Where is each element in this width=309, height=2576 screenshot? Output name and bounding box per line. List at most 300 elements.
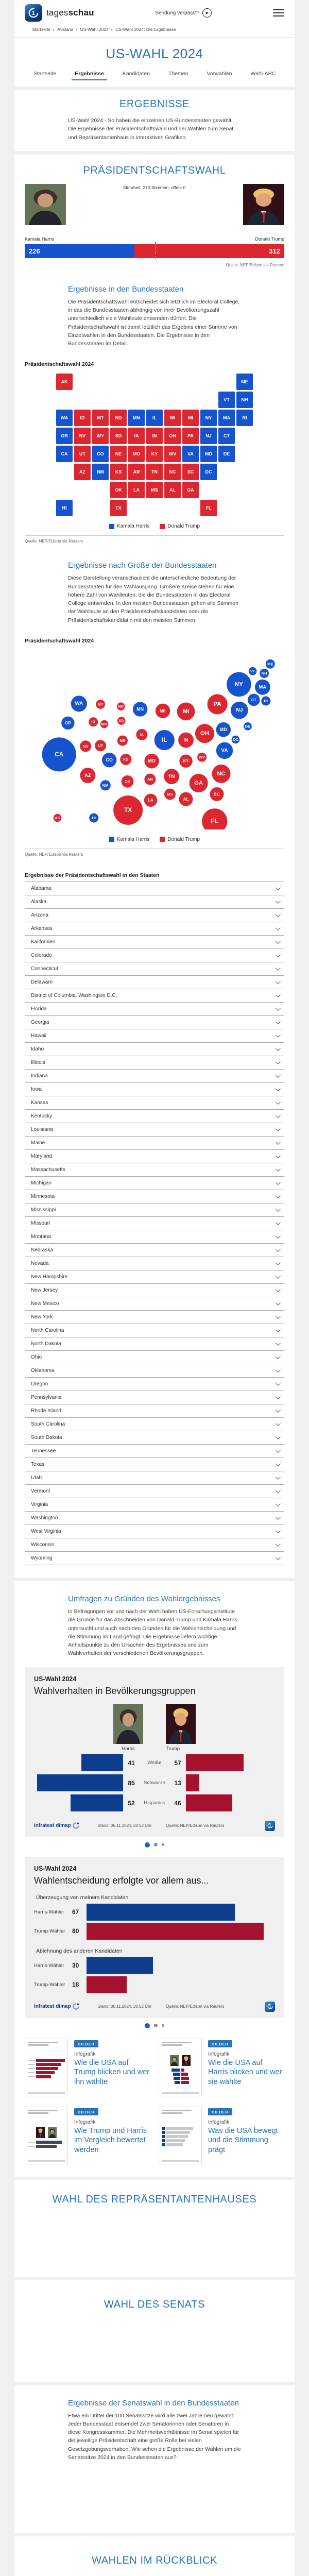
svg-text:AZ: AZ [84, 773, 91, 778]
state-tile-ME[interactable]: ME [236, 374, 253, 390]
state-tile-WI[interactable]: WI [164, 410, 181, 426]
state-name: Arkansas [31, 925, 53, 931]
state-accordion-row[interactable] [25, 949, 284, 962]
group-label: Weiße [147, 1760, 162, 1766]
state-accordion-row[interactable] [25, 1016, 284, 1029]
chart2-kicker: US-Wahl 2024 [34, 1865, 77, 1872]
state-name: Alaska [31, 899, 47, 905]
state-name: Rhode Island [31, 1408, 61, 1414]
svg-text:AK: AK [55, 815, 60, 820]
dimap-spinner-icon [73, 1822, 79, 1829]
state-tile-DE[interactable]: DE [218, 446, 235, 462]
state-bubble-KS[interactable] [120, 754, 131, 765]
state-accordion-row[interactable] [25, 1364, 284, 1378]
state-tile-MT[interactable]: MT [92, 410, 109, 426]
state-tile-TN[interactable]: TN [146, 464, 163, 480]
breadcrumb [14, 25, 295, 38]
state-bubble-OR[interactable] [61, 717, 74, 730]
carousel-dot-active[interactable] [145, 2023, 150, 2028]
state-bubble-DE[interactable] [244, 722, 252, 731]
breadcrumb-item[interactable]: Ausland [57, 27, 74, 32]
state-tile-GA[interactable]: GA [182, 482, 199, 498]
state-name: New Hampshire [31, 1274, 68, 1280]
bubble-legend [25, 837, 284, 842]
senate-embed-placeholder [25, 2311, 284, 2371]
teaser-card[interactable] [25, 2039, 150, 2096]
header-card [14, 0, 295, 87]
intro-title: ERGEBNISSE [119, 98, 190, 110]
state-name: Arizona [31, 912, 48, 918]
state-bubble-AK[interactable] [54, 814, 62, 822]
trump-name: Donald Trump [255, 236, 284, 242]
harris-photo [25, 184, 66, 225]
state-accordion-row[interactable] [25, 1110, 284, 1123]
state-accordion-row[interactable] [25, 909, 284, 922]
chevron-down-icon [276, 1287, 281, 1292]
teaser-title[interactable]: Wie Trump und Harris im Vergleich bewertet werden [74, 2126, 147, 2155]
state-tile-MD[interactable]: MD [200, 446, 217, 462]
svg-text:CA: CA [55, 751, 64, 758]
state-accordion-row[interactable] [25, 1270, 284, 1284]
state-tile-AR[interactable]: AR [128, 464, 145, 480]
chevron-down-icon [276, 1006, 281, 1011]
state-tile-DC[interactable]: DC [200, 464, 217, 480]
state-tile-CO[interactable]: CO [92, 446, 109, 462]
svg-text:HI: HI [92, 815, 96, 820]
state-name: Louisiana [31, 1126, 53, 1132]
legend-item [160, 837, 200, 842]
state-bubble-OH[interactable] [195, 724, 214, 743]
state-bubble-SC[interactable] [210, 787, 224, 801]
tab-startseite[interactable]: Startseite [30, 70, 59, 80]
chevron-down-icon [276, 1541, 281, 1547]
state-tile-NJ[interactable]: NJ [200, 428, 217, 444]
state-accordion-row[interactable] [25, 1458, 284, 1471]
harris-bar-zone [34, 1774, 123, 1791]
demographic-row [34, 1774, 275, 1792]
state-accordion-row[interactable] [25, 1244, 284, 1257]
legend-swatch [109, 837, 114, 842]
state-accordion-row[interactable] [25, 1512, 284, 1525]
sendung-verpasst-link[interactable] [155, 8, 212, 18]
president-title: PRÄSIDENTSCHAFTSWAHL [83, 164, 226, 176]
state-tile-WA[interactable]: WA [56, 410, 73, 426]
carousel-dot[interactable] [154, 2024, 158, 2027]
state-bubble-AR[interactable] [144, 774, 156, 785]
state-tile-CA[interactable]: CA [56, 446, 73, 462]
state-bubble-MS[interactable] [164, 788, 176, 800]
state-tile-IL[interactable]: IL [146, 410, 163, 426]
harris-short-label: Harris [122, 1745, 135, 1752]
president-card [14, 155, 295, 1578]
svg-text:GA: GA [194, 780, 203, 787]
state-accordion-row[interactable] [25, 1498, 284, 1512]
state-accordion-row[interactable] [25, 1445, 284, 1458]
state-bubble-MO[interactable] [144, 754, 159, 768]
motive-row [34, 1957, 275, 1974]
state-tile-SD[interactable]: SD [110, 428, 127, 444]
state-accordion-row[interactable] [25, 1056, 284, 1070]
svg-text:NJ: NJ [236, 707, 243, 714]
state-tile-TX[interactable]: TX [110, 500, 127, 516]
state-tile-NE[interactable]: NE [110, 446, 127, 462]
state-accordion-row[interactable] [25, 1150, 284, 1163]
state-accordion-row[interactable] [25, 1324, 284, 1337]
chevron-down-icon [276, 925, 281, 930]
teaser-title[interactable]: Was die USA bewegt und die Stimmung prägt [208, 2126, 278, 2155]
tab-ergebnisse[interactable]: Ergebnisse [72, 70, 107, 80]
state-tile-PA[interactable]: PA [182, 428, 199, 444]
state-bubble-KY[interactable] [179, 754, 192, 767]
chart2-title: Wahlentscheidung erfolgte vor allem aus... [34, 1875, 209, 1886]
state-name: Hawaii [31, 1032, 47, 1039]
chevron-down-icon [276, 1260, 281, 1265]
state-accordion-row[interactable] [25, 1297, 284, 1311]
state-bubble-WA[interactable] [71, 696, 87, 711]
teaser-card[interactable] [159, 2039, 284, 2096]
svg-text:OR: OR [64, 720, 71, 725]
state-tile-NY[interactable]: NY [200, 410, 217, 426]
state-accordion-row[interactable] [25, 882, 284, 895]
state-name: Kentucky [31, 1113, 53, 1119]
state-bubble-NC[interactable] [212, 765, 231, 783]
teaser-badge: BILDER [74, 2108, 98, 2115]
state-bubble-AL[interactable] [179, 792, 193, 806]
teaser-thumbnail [25, 2107, 68, 2164]
state-tile-FL[interactable]: FL [200, 500, 217, 516]
state-bubble-ME[interactable] [266, 659, 275, 669]
legend-item [160, 523, 200, 529]
state-bubble-VT[interactable] [249, 667, 257, 675]
state-accordion-row[interactable] [25, 1070, 284, 1083]
state-bubble-WI[interactable] [156, 704, 170, 718]
trump-bar [186, 1754, 244, 1771]
teaser-card[interactable] [25, 2107, 150, 2164]
harris-bar [71, 1794, 123, 1811]
chevron-down-icon [276, 1113, 281, 1118]
state-tile-AZ[interactable]: AZ [74, 464, 91, 480]
state-name: Maryland [31, 1153, 53, 1159]
state-name: Alabama [31, 885, 52, 891]
chart1-source: Quelle: NEP/Edison via Reuters [166, 1823, 225, 1828]
state-tile-WV[interactable]: WV [164, 446, 181, 462]
state-bubble-IN[interactable] [178, 733, 194, 748]
state-bubble-WV[interactable] [197, 753, 207, 762]
state-accordion-row[interactable] [25, 976, 284, 989]
state-tile-OH[interactable]: OH [164, 428, 181, 444]
harris-name: Kamala Harris [25, 236, 55, 242]
state-bubble-VA[interactable] [216, 742, 233, 759]
state-accordion-row[interactable] [25, 1190, 284, 1204]
state-bubble-DC[interactable] [232, 736, 240, 744]
state-bubble-NJ[interactable] [231, 702, 248, 719]
hamburger-menu-icon[interactable] [273, 9, 284, 17]
tagesschau-logo[interactable] [25, 4, 94, 22]
harris-bar [37, 1774, 123, 1791]
state-tile-ID[interactable]: ID [74, 410, 91, 426]
harris-value: 85 [128, 1779, 135, 1787]
state-accordion-row[interactable] [25, 1083, 284, 1096]
teaser-category: Infografik [208, 2051, 230, 2057]
state-accordion-row[interactable] [25, 1418, 284, 1431]
polls-heading: Umfragen zu Gründen des Wahlergebnisses [68, 1594, 220, 1603]
state-accordion-row[interactable] [25, 989, 284, 1003]
state-bubble-TN[interactable] [164, 769, 179, 784]
carousel-dot[interactable] [162, 2024, 164, 2027]
state-accordion-row[interactable] [25, 1163, 284, 1177]
state-name: Pennsylvania [31, 1394, 62, 1400]
svg-text:UT: UT [98, 743, 104, 748]
carousel-dot-active[interactable] [145, 1842, 150, 1848]
state-accordion-row[interactable] [25, 1137, 284, 1150]
state-name: Nebraska [31, 1247, 53, 1253]
chevron-down-icon [276, 1515, 281, 1520]
state-accordion-row[interactable] [25, 1485, 284, 1498]
svg-text:MT: MT [97, 702, 104, 707]
state-accordion-row[interactable] [25, 1217, 284, 1230]
state-tile-IN[interactable]: IN [146, 428, 163, 444]
state-tile-MA[interactable]: MA [218, 410, 235, 426]
state-tile-NC[interactable]: NC [164, 464, 181, 480]
chevron-down-icon [276, 1448, 281, 1453]
breadcrumb-item[interactable]: US-Wahl 2024 [80, 27, 109, 32]
legend-item [109, 837, 149, 842]
review-title: WAHLEN IM RÜCKBLICK [91, 2555, 218, 2567]
svg-text:NE: NE [119, 738, 126, 743]
tab-themen[interactable]: Themen [165, 70, 192, 80]
state-name: District of Columbia, Washington D.C. [31, 992, 117, 998]
state-accordion-row[interactable] [25, 1552, 284, 1565]
state-accordion-row[interactable] [25, 1003, 284, 1016]
source-note: Quelle: NEP/Edison via Reuters [226, 262, 284, 267]
state-bubble-MD[interactable] [216, 722, 231, 737]
chevron-down-icon [276, 1153, 281, 1158]
senate-results-heading: Ergebnisse der Senatswahl in den Bundesstaaten [68, 2398, 239, 2408]
state-bubble-MI[interactable] [177, 702, 195, 720]
state-name: Michigan [31, 1180, 52, 1186]
chevron-down-icon [276, 992, 281, 997]
harris-value: 41 [128, 1759, 135, 1767]
chevron-down-icon [276, 1233, 281, 1239]
state-tile-IA[interactable]: IA [128, 428, 145, 444]
map-section-heading: Ergebnisse in den Bundesstaaten [68, 284, 184, 294]
state-name: Massachusetts [31, 1166, 65, 1173]
chevron-down-icon [276, 1367, 281, 1372]
states-accordion [25, 882, 284, 1565]
state-tile-MS[interactable]: MS [146, 482, 163, 498]
svg-text:NM: NM [102, 783, 109, 788]
trump-photo-small [166, 1704, 196, 1744]
state-bubble-NH[interactable] [260, 669, 269, 678]
carousel-dot[interactable] [154, 1843, 158, 1846]
candidate-header [25, 184, 284, 235]
svg-text:OH: OH [200, 730, 210, 737]
breadcrumb-item[interactable]: Startseite [32, 27, 50, 32]
state-tile-VT[interactable]: VT [218, 392, 235, 408]
state-tile-HI[interactable]: HI [56, 500, 73, 516]
state-bubble-TX[interactable] [113, 795, 143, 825]
state-bubble-AZ[interactable] [80, 768, 96, 783]
tab-wahlabc[interactable]: Wahl-ABC [248, 70, 279, 80]
group-label: Hispanics [144, 1800, 165, 1806]
state-accordion-row[interactable] [25, 1029, 284, 1043]
bubble-chart-label: Präsidentschaftswahl 2024 [25, 637, 94, 644]
state-bubble-RI[interactable] [261, 697, 270, 706]
state-bubble-SD[interactable] [117, 717, 126, 725]
state-bubble-CT[interactable] [248, 693, 260, 706]
house-embed-placeholder [25, 2206, 284, 2266]
state-bubble-UT[interactable] [95, 740, 106, 751]
state-accordion-row[interactable] [25, 962, 284, 976]
state-bubble-IL[interactable] [154, 730, 175, 750]
state-tile-LA[interactable]: LA [128, 482, 145, 498]
state-tile-NV[interactable]: NV [74, 428, 91, 444]
state-tile-MN[interactable]: MN [128, 410, 145, 426]
chevron-down-icon [276, 979, 281, 984]
teaser-badge: BILDER [208, 2040, 232, 2047]
state-tile-KY[interactable]: KY [146, 446, 163, 462]
harris-bar-segment[interactable] [25, 244, 134, 258]
state-tile-KS[interactable]: KS [110, 464, 127, 480]
state-bubble-NV[interactable] [80, 740, 91, 752]
chevron-down-icon [276, 952, 281, 957]
state-bubble-NE[interactable] [117, 736, 128, 746]
state-bubble-MN[interactable] [133, 702, 147, 716]
state-tile-OR[interactable]: OR [56, 428, 73, 444]
state-accordion-row[interactable] [25, 1378, 284, 1391]
state-tile-UT[interactable]: UT [74, 446, 91, 462]
teaser-card[interactable] [159, 2107, 284, 2164]
state-bubble-IA[interactable] [136, 729, 147, 740]
state-accordion-row[interactable] [25, 1404, 284, 1418]
state-accordion-row[interactable] [25, 922, 284, 936]
legend-swatch [160, 524, 165, 529]
state-name: New York [31, 1314, 53, 1320]
chevron-down-icon [276, 1193, 281, 1198]
state-accordion-row[interactable] [25, 1538, 284, 1552]
state-tile-NM[interactable]: NM [92, 464, 109, 480]
state-bubble-LA[interactable] [144, 794, 157, 807]
state-name: Utah [31, 1475, 42, 1481]
legend-item [109, 523, 149, 529]
state-bubble-ND[interactable] [117, 702, 125, 710]
state-bubble-WY[interactable] [100, 720, 109, 728]
chevron-down-icon [276, 1140, 281, 1145]
state-bubble-HI[interactable] [89, 814, 98, 823]
chevron-down-icon [276, 1555, 281, 1560]
senate-card [14, 2280, 295, 2382]
state-bubble-CA[interactable] [42, 737, 76, 771]
state-accordion-row[interactable] [25, 1431, 284, 1445]
svg-text:1: 1 [269, 1824, 271, 1828]
state-tile-OK[interactable]: OK [110, 482, 127, 498]
state-bubble-ID[interactable] [89, 717, 98, 726]
state-tile-CT[interactable]: CT [218, 428, 235, 444]
state-accordion-row[interactable] [25, 1351, 284, 1364]
trump-value: 46 [174, 1799, 181, 1807]
state-bubble-FL[interactable] [202, 808, 227, 829]
tab-kandidaten[interactable]: Kandidaten [119, 70, 153, 80]
teaser-title[interactable]: Wie die USA auf Harris blicken und wer sie wählte [208, 2058, 282, 2087]
state-accordion-row[interactable] [25, 1471, 284, 1485]
state-bubble-MT[interactable] [96, 700, 105, 709]
state-bubble-PA[interactable] [207, 694, 227, 714]
chevron-down-icon [276, 965, 281, 971]
state-tile-WY[interactable]: WY [92, 428, 109, 444]
trump-value: 57 [174, 1759, 181, 1767]
state-bubble-CO[interactable] [102, 753, 116, 767]
harris-photo-small [113, 1704, 143, 1744]
states-accordion-title: Ergebnisse der Präsidentschaftswahl in den Staaten [25, 872, 160, 878]
chevron-down-icon [276, 1354, 281, 1359]
tab-vorwahlen[interactable]: Vorwahlen [203, 70, 235, 80]
chevron-down-icon [276, 1461, 281, 1466]
svg-text:CO: CO [106, 757, 113, 763]
state-bubble-MA[interactable] [255, 680, 270, 695]
state-bubble-OK[interactable] [122, 775, 134, 788]
state-accordion-row[interactable] [25, 1311, 284, 1324]
state-tile-VA[interactable]: VA [182, 446, 199, 462]
svg-text:PA: PA [213, 701, 221, 708]
state-accordion-row[interactable] [25, 1043, 284, 1056]
teaser-title[interactable]: Wie die USA auf Trump blicken und wer ihn wählte [74, 2058, 150, 2087]
state-name: Idaho [31, 1046, 44, 1052]
state-tile-ND[interactable]: ND [110, 410, 127, 426]
us-results-map [25, 374, 284, 516]
state-bubble-GA[interactable] [190, 774, 208, 792]
state-tile-RI[interactable]: RI [236, 410, 253, 426]
state-accordion-row[interactable] [25, 1257, 284, 1270]
state-accordion-row[interactable] [25, 1177, 284, 1190]
state-name: Virginia [31, 1501, 48, 1507]
trump-bar-zone [186, 1794, 275, 1811]
state-accordion-row[interactable] [25, 1230, 284, 1244]
state-tile-MO[interactable]: MO [128, 446, 145, 462]
state-accordion-row[interactable] [25, 1525, 284, 1538]
teaser-thumbnail [25, 2039, 68, 2096]
state-bubble-NY[interactable] [227, 672, 251, 697]
state-accordion-row[interactable] [25, 1391, 284, 1404]
svg-text:IN: IN [183, 737, 188, 743]
state-accordion-row[interactable] [25, 1123, 284, 1137]
state-bubble-NM[interactable] [100, 780, 111, 790]
svg-text:SD: SD [118, 718, 124, 723]
ard-logo-icon [265, 2002, 275, 2012]
svg-text:RI: RI [264, 698, 268, 703]
legend-label: Donald Trump [167, 523, 200, 530]
voter-group-label: Trump-Wähler [34, 1981, 65, 1988]
state-accordion-row[interactable] [25, 936, 284, 949]
state-tile-AK[interactable]: AK [56, 374, 73, 390]
state-accordion-row[interactable] [25, 1337, 284, 1351]
chevron-down-icon [276, 1408, 281, 1413]
state-accordion-row[interactable] [25, 895, 284, 909]
carousel-dot[interactable] [162, 1843, 164, 1846]
state-tile-SC[interactable]: SC [182, 464, 199, 480]
chevron-down-icon [276, 1126, 281, 1131]
trump-bar-segment[interactable] [134, 244, 284, 258]
state-accordion-row[interactable] [25, 1204, 284, 1217]
state-tile-AL[interactable]: AL [164, 482, 181, 498]
state-tile-MI[interactable]: MI [182, 410, 199, 426]
svg-text:TX: TX [124, 807, 132, 814]
state-accordion-row[interactable] [25, 1096, 284, 1110]
ard-logo-icon [265, 1821, 275, 1831]
state-accordion-row[interactable] [25, 1284, 284, 1297]
svg-text:NV: NV [82, 743, 89, 749]
state-name: Ohio [31, 1354, 42, 1360]
state-tile-NH[interactable]: NH [236, 392, 253, 408]
